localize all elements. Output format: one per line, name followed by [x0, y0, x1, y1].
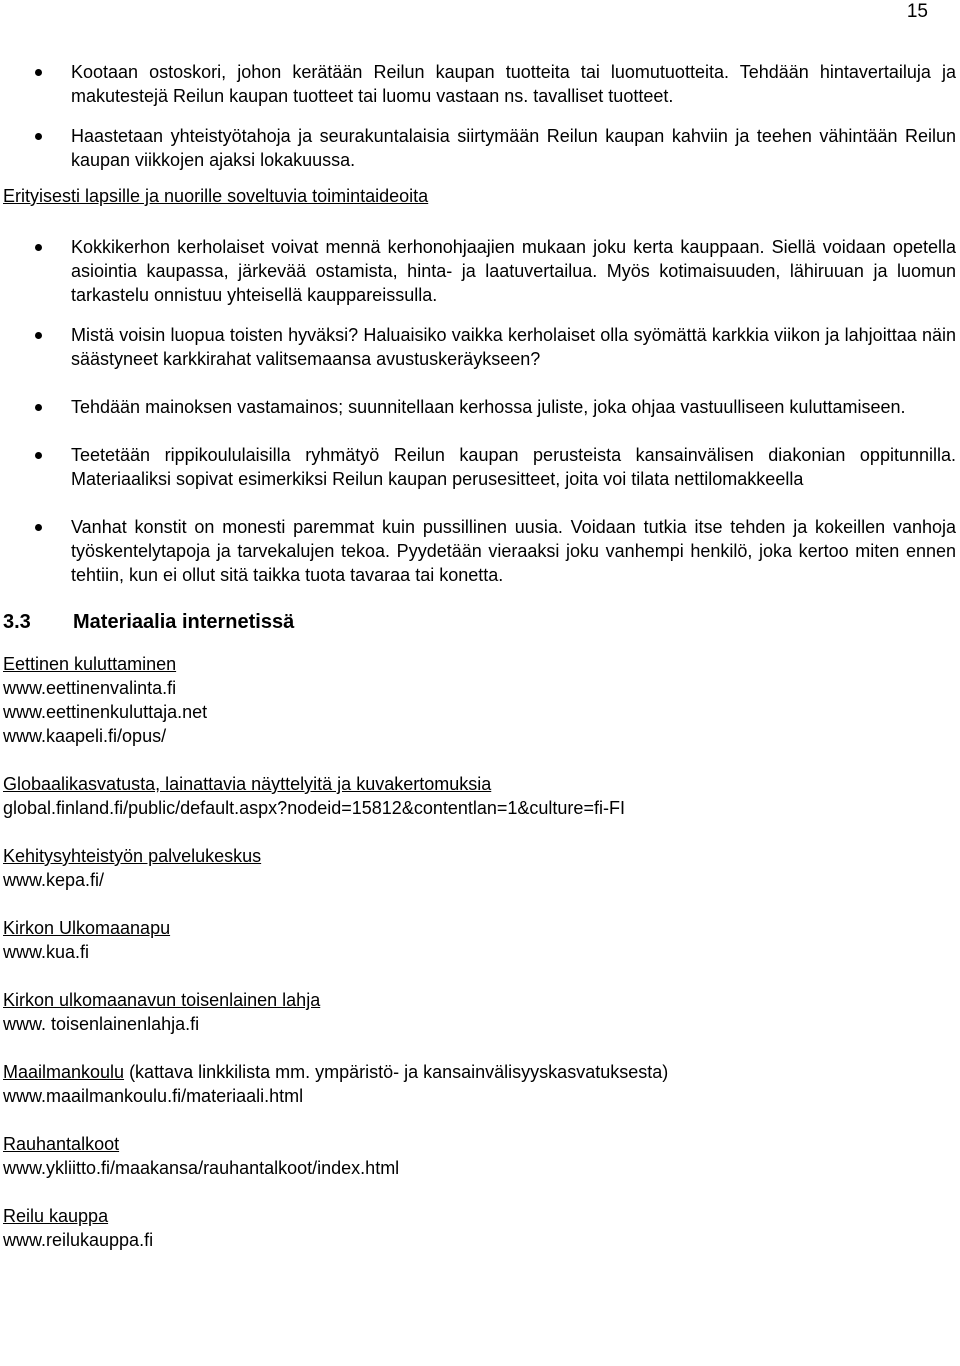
link-group-note: (kattava linkkilista mm. ympäristö- ja kansainvälisyyskasvatuksesta)	[124, 1062, 669, 1082]
section-number: 3.3	[3, 611, 31, 633]
bullet-list-top	[0, 60, 960, 172]
url-link[interactable]: www.kua.fi	[3, 942, 90, 962]
bullet-item: Haastetaan yhteistyötahoja ja seurakuntalaisia siirtymään Reilun kaupan kahviin ja teehen vähintään Reilun kaupan viikkojen ajaksi lokakuussa.	[0, 124, 960, 172]
link-group-title[interactable]: Maailmankoulu	[3, 1062, 125, 1082]
section-heading	[3, 610, 960, 634]
link-group-title[interactable]: Reilu kauppa	[3, 1206, 109, 1226]
bullet-item: Kootaan ostoskori, johon kerätään Reilun kaupan tuotteita tai luomutuotteita. Tehdään hintavertailuja ja makutestejä Reilun kaupan tuotteet tai luomu vastaan ns. tavalliset tuotteet.	[0, 60, 960, 108]
link-group-rauhantalkoot	[3, 1132, 960, 1180]
bullet-item: Teetetään rippikoululaisilla ryhmätyö Reilun kaupan perusteista kansainvälisen diakonian oppitunnilla. Materiaaliksi sopivat esimerkiksi Reilun kaupan perusesitteet, joita voi tilata nettilomakkeella	[0, 443, 960, 491]
link-group-kepa	[3, 844, 960, 892]
url-link[interactable]: www.maailmankoulu.fi/materiaali.html	[3, 1086, 304, 1106]
document-body	[0, 60, 960, 1276]
link-group-maailmankoulu	[3, 1060, 960, 1108]
bullet-item: Vanhat konstit on monesti paremmat kuin pussillinen uusia. Voidaan tutkia itse tehden ja kokeillen vanhoja työskentelytapoja ja tarvekalujen tekoa. Pyydetään vieraaksi joku vanhempi henkilö, joka kertoo miten ennen tehtiin, kun ei ollut sitä taikka tuota tavaraa tai konetta.	[0, 515, 960, 587]
link-group-reilu-kauppa	[3, 1204, 960, 1252]
page-number: 15	[906, 1, 928, 22]
link-group-kua	[3, 916, 960, 964]
link-group-title[interactable]: Rauhantalkoot	[3, 1134, 120, 1154]
link-group-toisenlainen-lahja	[3, 988, 960, 1036]
url-link[interactable]: www.eettinenkuluttaja.net	[3, 702, 208, 722]
link-group-title[interactable]: Eettinen kuluttaminen	[3, 654, 177, 674]
url-link[interactable]: global.finland.fi/public/default.aspx?nodeid=15812&contentlan=1&culture=fi-FI	[3, 798, 625, 818]
section-title: Materiaalia internetissä	[73, 611, 295, 633]
url-link[interactable]: www.ykliitto.fi/maakansa/rauhantalkoot/index.html	[3, 1158, 400, 1178]
link-group-eettinen	[3, 652, 960, 748]
bullet-item: Kokkikerhon kerholaiset voivat mennä kerhonohjaajien mukaan joku kerta kauppaan. Siellä voidaan opetella asiointia kaupassa, järkevää ostamista, hinta- ja laatuvertailua. Myös kotimaisuuden, lähiruuan ja luomun tarkastelu onnistuu yhteisellä kauppareissulla.	[0, 235, 960, 307]
bullet-item: Tehdään mainoksen vastamainos; suunnitellaan kerhossa juliste, joka ohjaa vastuulliseen kuluttamiseen.	[0, 395, 960, 419]
bullet-item: Mistä voisin luopua toisten hyväksi? Haluaisiko vaikka kerholaiset olla syömättä karkkia viikon ja lahjoittaa näin säästyneet karkkirahat valitsemaansa avustuskeräykseen?	[0, 323, 960, 371]
link-group-title[interactable]: Globaalikasvatusta, lainattavia näyttelyitä ja kuvakertomuksia	[3, 774, 492, 794]
link-group-globaalikasvatus	[3, 772, 960, 820]
subheading-activity-ideas: Erityisesti lapsille ja nuorille soveltuvia toimintaideoita	[3, 186, 429, 206]
link-group-title[interactable]: Kehitysyhteistyön palvelukeskus	[3, 846, 262, 866]
url-link[interactable]: www.kaapeli.fi/opus/	[3, 726, 167, 746]
url-link[interactable]: www.kepa.fi/	[3, 870, 105, 890]
bullet-list-ideas	[0, 235, 960, 587]
url-link[interactable]: www.eettinenvalinta.fi	[3, 678, 177, 698]
url-link[interactable]: www.reilukauppa.fi	[3, 1230, 154, 1250]
link-group-title[interactable]: Kirkon Ulkomaanapu	[3, 918, 171, 938]
link-group-title[interactable]: Kirkon ulkomaanavun toisenlainen lahja	[3, 990, 321, 1010]
url-link[interactable]: www. toisenlainenlahja.fi	[3, 1014, 200, 1034]
